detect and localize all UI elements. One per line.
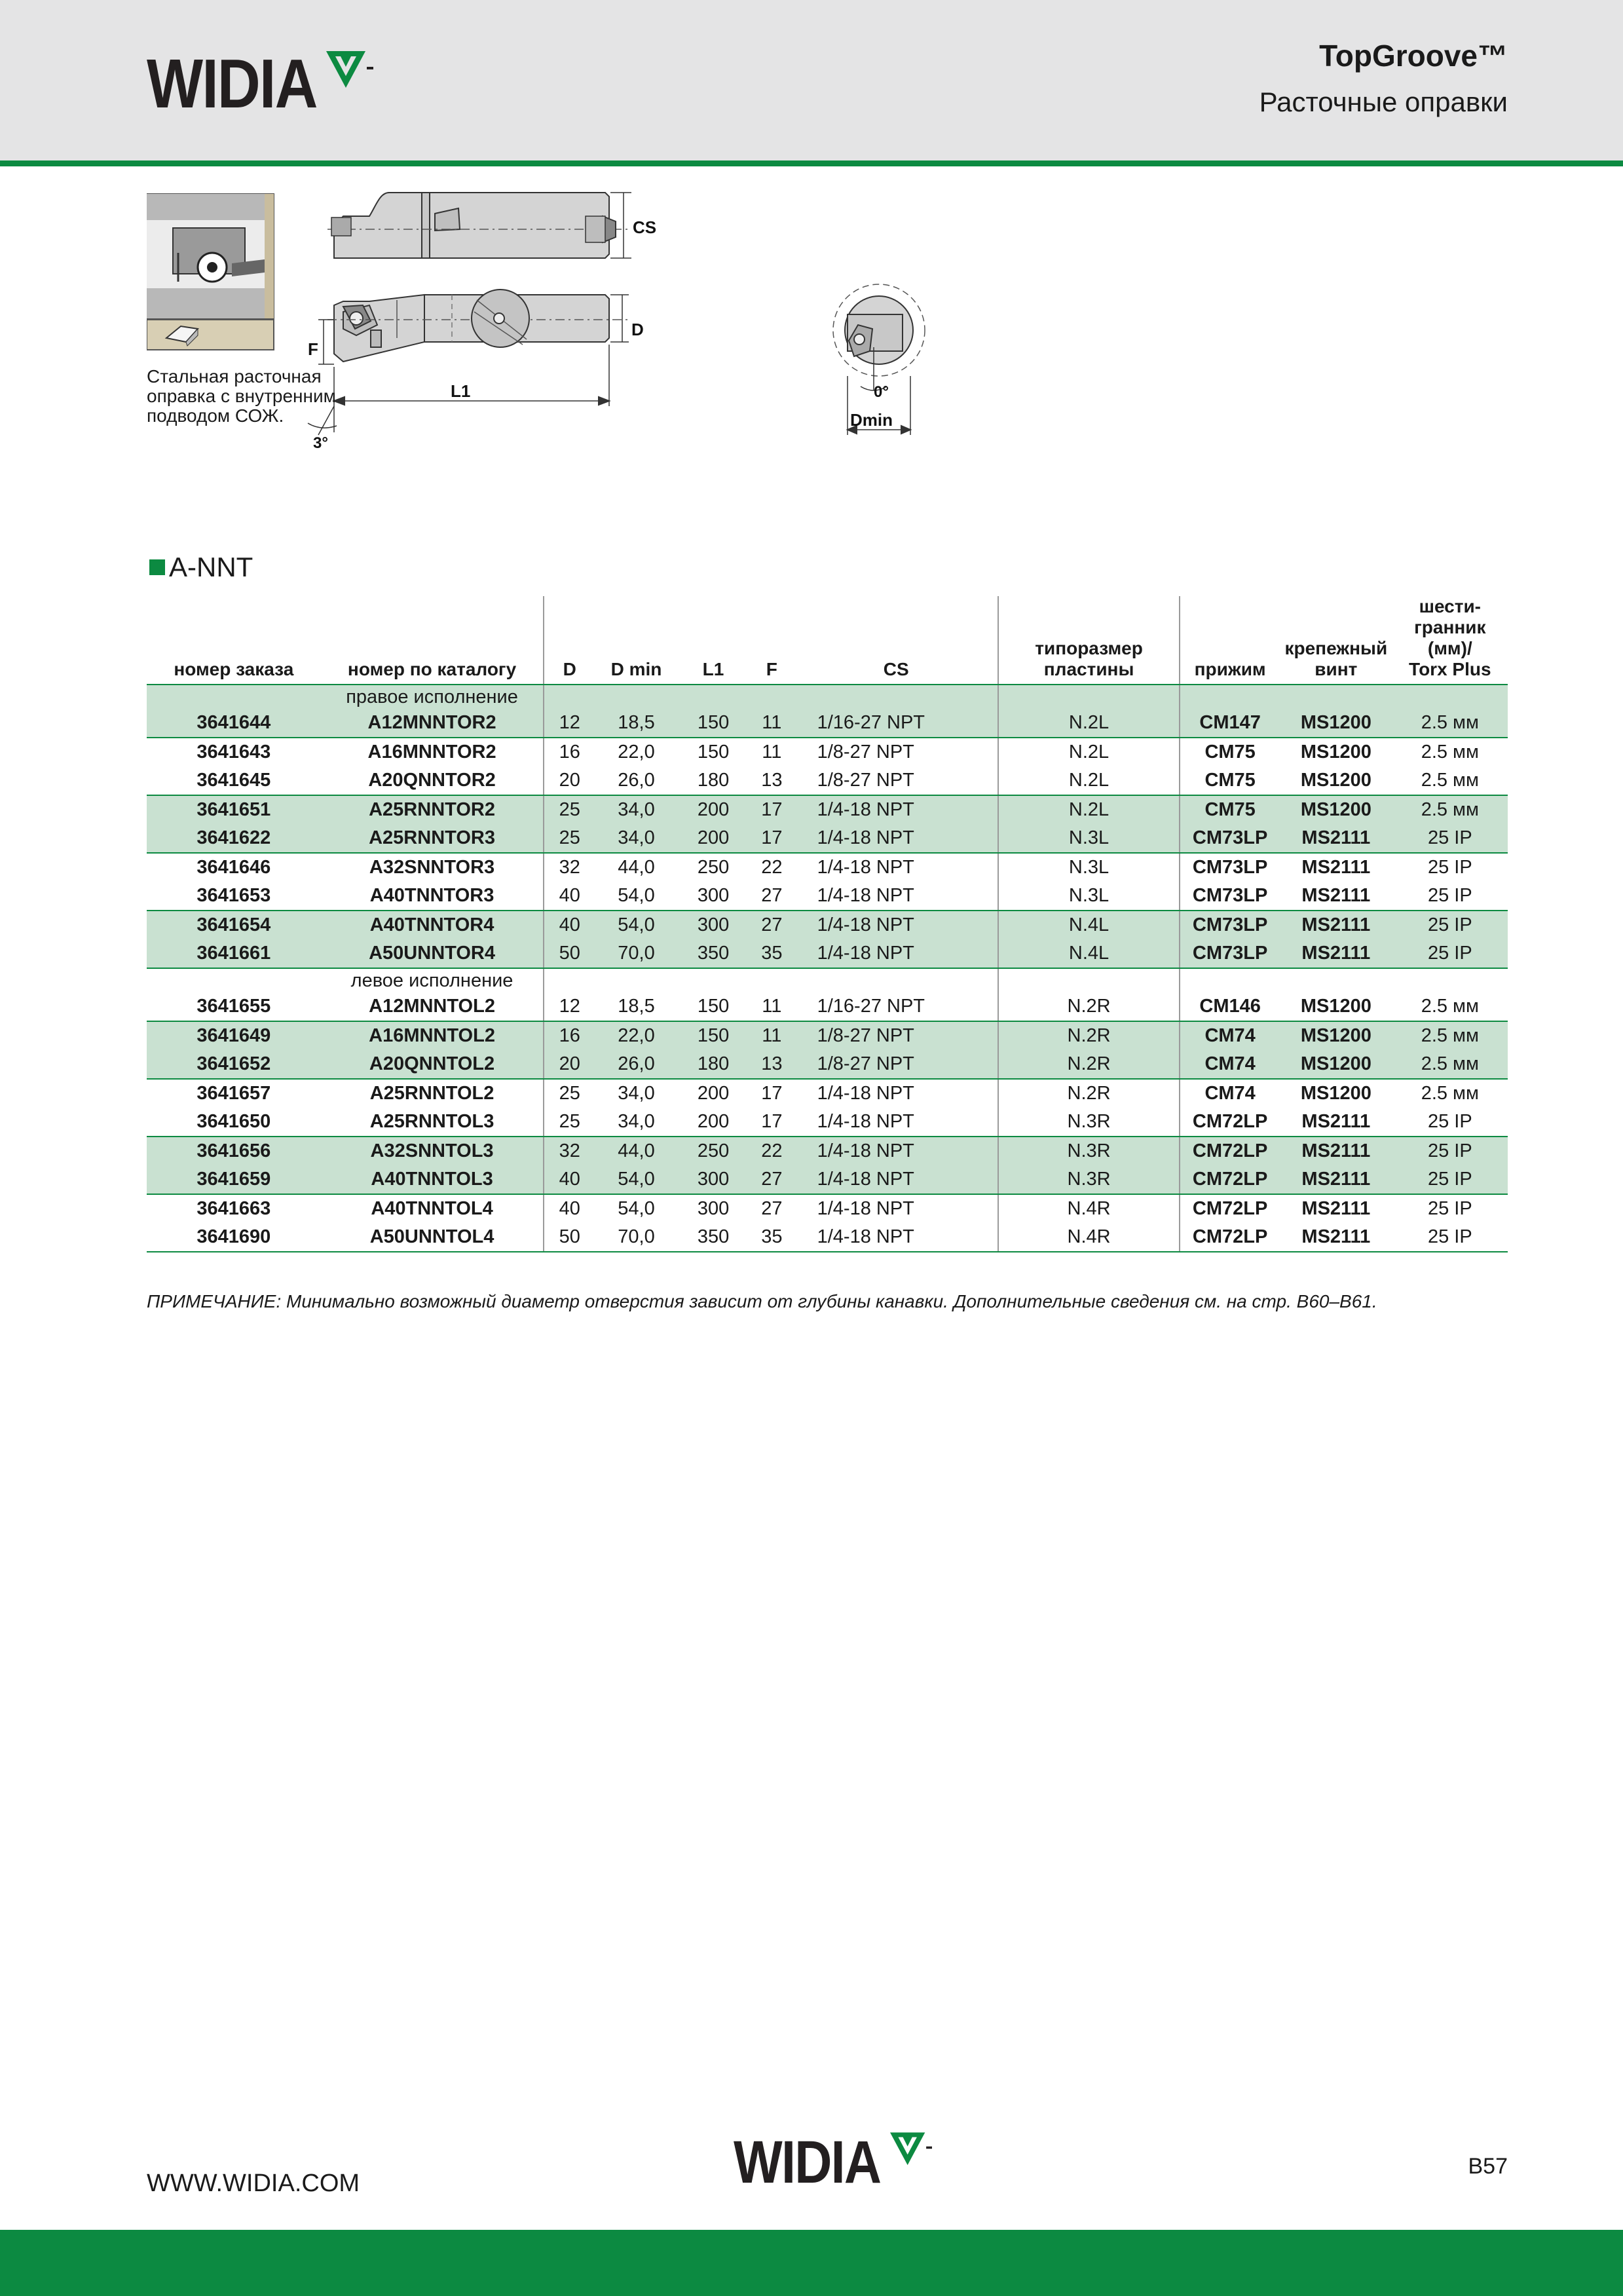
footer-logo-triangle-icon: [887, 2129, 935, 2171]
cell-screw: MS1200: [1280, 992, 1392, 1021]
cell-screw: MS1200: [1280, 1050, 1392, 1079]
cell-d: 32: [544, 1137, 595, 1165]
cell-f: 11: [749, 709, 795, 738]
angle-0-label: 0°: [874, 383, 889, 401]
cell-screw: MS1200: [1300, 742, 1371, 762]
group-label-empty-cell: [749, 685, 795, 709]
cell-clamp: CM74: [1180, 1050, 1280, 1079]
cell-screw: MS2111: [1301, 857, 1371, 878]
cell-f: 17: [749, 824, 795, 853]
cell-l1: 150: [678, 1021, 749, 1050]
footer-url[interactable]: WWW.WIDIA.COM: [147, 2170, 360, 2197]
cell-f: 17: [761, 1083, 783, 1104]
cell-screw: MS2111: [1280, 824, 1392, 853]
cell-key: 25 IP: [1392, 1108, 1508, 1137]
cell-d: 40: [544, 911, 595, 939]
table-row: [147, 853, 1508, 882]
cell-key: 25 IP: [1392, 1137, 1508, 1165]
cell-l1: 350: [678, 1223, 749, 1252]
table-row: [147, 882, 1508, 911]
group-label-empty-cell: [544, 685, 595, 709]
cell-f: 11: [749, 992, 795, 1021]
cell-key: 2.5 мм: [1392, 1021, 1508, 1050]
cell-d: 50: [544, 1223, 595, 1252]
group-label-empty-cell: [998, 968, 1180, 992]
cell-d: 25: [544, 1079, 595, 1108]
cell-clamp: CM72LP: [1180, 1223, 1280, 1252]
group-label-empty-cell: [1280, 968, 1392, 992]
cell-order: 3641652: [147, 1050, 321, 1079]
cell-cs: 1/8-27 NPT: [795, 766, 998, 795]
cell-d: 12: [544, 709, 595, 738]
cell-key: 25 IP: [1392, 882, 1508, 911]
cell-order: 3641646: [196, 857, 271, 878]
header-cs: CS: [795, 596, 998, 685]
cell-catalog: A32SNNTOL3: [321, 1137, 544, 1165]
cell-d: 20: [544, 1050, 595, 1079]
cell-dmin: 26,0: [595, 766, 678, 795]
cell-catalog: A25RNNTOR3: [321, 824, 544, 853]
cell-d: 40: [544, 882, 595, 911]
cell-screw: MS2111: [1301, 1198, 1371, 1219]
cell-clamp: CM74: [1180, 1079, 1280, 1108]
cell-l1: 150: [697, 742, 730, 762]
header-title: TopGroove™: [1319, 39, 1508, 73]
cell-clamp: CM74: [1180, 1021, 1280, 1050]
diagram-caption: Стальная расточная оправка с внутренним подводом СОЖ.: [147, 366, 336, 426]
dmin-dimension-label: Dmin: [850, 410, 893, 430]
group-label-empty-cell: [1180, 685, 1280, 709]
cell-f: 17: [749, 1108, 795, 1137]
cell-f: 13: [749, 766, 795, 795]
spec-table: [147, 596, 1508, 1252]
cell-l1: 300: [678, 882, 749, 911]
cell-l1: 300: [678, 1165, 749, 1194]
cell-screw: MS2111: [1280, 911, 1392, 939]
cell-cs: 1/4-18 NPT: [795, 1137, 998, 1165]
group-label: правое исполнение: [321, 685, 544, 709]
table-row: [147, 911, 1508, 939]
cell-dmin: 34,0: [618, 1083, 655, 1104]
cell-dmin: 18,5: [595, 992, 678, 1021]
cell-order: 3641690: [147, 1223, 321, 1252]
spec-table-body: [147, 685, 1508, 1252]
group-label-empty-cell: [1280, 685, 1392, 709]
cell-screw: MS1200: [1300, 1083, 1371, 1104]
cell-l1: 350: [678, 939, 749, 968]
cell-cs: 1/16-27 NPT: [795, 709, 998, 738]
cell-f: 27: [749, 911, 795, 939]
footer-bar: [0, 2230, 1623, 2296]
footer-logo-wordmark: WIDIA: [734, 2129, 881, 2196]
cell-l1: 200: [697, 1083, 730, 1104]
cell-order: 3641649: [147, 1021, 321, 1050]
cell-clamp: CM75: [1180, 766, 1280, 795]
cell-catalog: A16MNNTOR2: [367, 742, 496, 762]
cell-l1: 300: [678, 911, 749, 939]
cell-f: 11: [762, 742, 782, 762]
table-row: [147, 766, 1508, 795]
cell-d: 50: [544, 939, 595, 968]
table-row: [147, 795, 1508, 824]
cell-cs: 1/8-27 NPT: [795, 1021, 998, 1050]
cell-catalog: A12MNNTOL2: [321, 992, 544, 1021]
cell-l1: 150: [678, 709, 749, 738]
cell-order: 3641654: [147, 911, 321, 939]
cell-dmin: 54,0: [618, 1198, 655, 1219]
cell-key: 2.5 мм: [1421, 742, 1479, 762]
section-bullet-icon: [149, 559, 165, 575]
cell-screw: MS1200: [1280, 795, 1392, 824]
cell-insert: N.4R: [998, 1223, 1180, 1252]
cell-order: 3641653: [147, 882, 321, 911]
cell-order: 3641622: [147, 824, 321, 853]
cell-insert: N.3R: [998, 1137, 1180, 1165]
cell-key: 2.5 мм: [1392, 795, 1508, 824]
cell-insert: N.2L: [998, 709, 1180, 738]
cell-dmin: 54,0: [595, 1165, 678, 1194]
cell-key: 25 IP: [1427, 857, 1472, 878]
cell-clamp: CM73LP: [1180, 939, 1280, 968]
header-screw: крепежный винт: [1280, 596, 1392, 685]
cell-key: 2.5 мм: [1392, 1050, 1508, 1079]
cell-catalog: A40TNNTOL3: [321, 1165, 544, 1194]
cell-l1: 250: [678, 1137, 749, 1165]
cell-order: 3641657: [196, 1083, 271, 1104]
cell-insert: N.3L: [998, 824, 1180, 853]
cell-order: 3641644: [147, 709, 321, 738]
cell-insert: N.3L: [998, 882, 1180, 911]
cell-dmin: 54,0: [595, 911, 678, 939]
bore-section-illustration: [147, 194, 274, 350]
cell-clamp: CM75: [1180, 795, 1280, 824]
l1-dimension-label: L1: [451, 381, 471, 401]
table-row: [147, 1194, 1508, 1223]
cell-order: 3641656: [147, 1137, 321, 1165]
header-catalog-number: номер по каталогу: [321, 596, 544, 685]
header-f: F: [749, 596, 795, 685]
cell-dmin: 54,0: [595, 882, 678, 911]
cell-f: 22: [761, 857, 783, 878]
angle-3-label: 3°: [313, 434, 328, 452]
cell-catalog: A25RNNTOR2: [321, 795, 544, 824]
table-row: [147, 1021, 1508, 1050]
cell-key: 2.5 мм: [1392, 709, 1508, 738]
cell-screw: MS2111: [1280, 1223, 1392, 1252]
cell-cs: 1/8-27 NPT: [795, 1050, 998, 1079]
header-key: шести- гранник (мм)/ Torx Plus: [1392, 596, 1508, 685]
cell-d: 25: [544, 1108, 595, 1137]
cell-f: 35: [749, 939, 795, 968]
cell-insert: N.3L: [998, 853, 1180, 882]
group-label-empty-cell: [678, 685, 749, 709]
table-row: [147, 992, 1508, 1021]
cell-order: 3641650: [147, 1108, 321, 1137]
table-row: [147, 824, 1508, 853]
table-note: ПРИМЕЧАНИЕ: Минимально возможный диаметр отверстия зависит от глубины канавки. Дополнительные сведения см. на стр. B60–B61.: [147, 1291, 1377, 1311]
group-label-empty-cell: [147, 968, 321, 992]
header-rule: [0, 160, 1623, 166]
cell-insert: N.4L: [998, 939, 1180, 968]
group-label-empty-cell: [1180, 968, 1280, 992]
cell-clamp: CM73LP: [1180, 853, 1280, 882]
table-row: [147, 1137, 1508, 1165]
cell-l1: 250: [697, 857, 730, 878]
cell-screw: MS2111: [1280, 1137, 1392, 1165]
header-l1: L1: [678, 596, 749, 685]
cell-cs: 1/4-18 NPT: [817, 1198, 914, 1219]
cell-dmin: 44,0: [618, 857, 655, 878]
cell-catalog: A40TNNTOR3: [321, 882, 544, 911]
cell-clamp: CM73LP: [1180, 911, 1280, 939]
cell-d: 40: [544, 1194, 595, 1223]
cell-order: 3641651: [147, 795, 321, 824]
group-label-empty-cell: [678, 968, 749, 992]
cell-f: 27: [761, 1198, 783, 1219]
cell-catalog: A20QNNTOR2: [321, 766, 544, 795]
cell-clamp: CM72LP: [1180, 1165, 1280, 1194]
cell-key: 25 IP: [1392, 1165, 1508, 1194]
group-label-row: [147, 968, 1508, 992]
cell-insert: N.2R: [998, 992, 1180, 1021]
cell-insert: N.2L: [998, 766, 1180, 795]
group-label-row: [147, 685, 1508, 709]
cell-screw: MS1200: [1280, 1021, 1392, 1050]
cell-cs: 1/4-18 NPT: [795, 1108, 998, 1137]
header-order-number: номер заказа: [147, 596, 321, 685]
header-logo: [147, 45, 376, 122]
table-row: [147, 1079, 1508, 1108]
cs-dimension-label: CS: [633, 217, 657, 237]
cell-insert: N.2R: [998, 1079, 1180, 1108]
group-label-empty-cell: [147, 685, 321, 709]
cell-catalog: A25RNNTOL2: [369, 1083, 494, 1104]
cell-d: 20: [544, 766, 595, 795]
header-d: D: [544, 596, 595, 685]
cell-catalog: A16MNNTOL2: [321, 1021, 544, 1050]
cell-cs: 1/4-18 NPT: [795, 882, 998, 911]
table-row: [147, 1165, 1508, 1194]
cell-clamp: CM73LP: [1180, 882, 1280, 911]
cell-l1: 200: [678, 1108, 749, 1137]
cell-f: 35: [749, 1223, 795, 1252]
header-subtitle: Расточные оправки: [1259, 86, 1508, 117]
f-dimension-label: F: [308, 339, 318, 359]
group-label-empty-cell: [795, 685, 998, 709]
cell-insert: N.2R: [998, 1050, 1180, 1079]
cell-d: 32: [544, 853, 595, 882]
header-insert-size: типоразмер пластины: [998, 596, 1180, 685]
cell-d: 25: [544, 795, 595, 824]
cell-order: 3641659: [147, 1165, 321, 1194]
cell-clamp: CM72LP: [1180, 1137, 1280, 1165]
page-number: B57: [1468, 2154, 1508, 2179]
cell-cs: 1/4-18 NPT: [795, 1223, 998, 1252]
footer-logo: [734, 2129, 935, 2196]
cell-dmin: 44,0: [595, 1137, 678, 1165]
cell-f: 13: [749, 1050, 795, 1079]
cell-f: 17: [749, 795, 795, 824]
cell-dmin: 34,0: [595, 795, 678, 824]
group-label: левое исполнение: [350, 970, 513, 991]
table-row: [147, 1050, 1508, 1079]
cell-d: 25: [544, 824, 595, 853]
cell-f: 22: [749, 1137, 795, 1165]
cell-key: 2.5 мм: [1392, 766, 1508, 795]
logo-wordmark: WIDIA: [147, 45, 317, 122]
group-label-empty-cell: [998, 685, 1180, 709]
cell-key: 25 IP: [1392, 824, 1508, 853]
header-dmin: D min: [595, 596, 678, 685]
cell-clamp: CM75: [1180, 738, 1280, 766]
cell-dmin: 22,0: [595, 1021, 678, 1050]
cell-screw: MS2111: [1280, 1165, 1392, 1194]
cell-dmin: 26,0: [595, 1050, 678, 1079]
cell-key: 25 IP: [1427, 1198, 1472, 1219]
group-label-empty-cell: [595, 685, 678, 709]
group-label-empty-cell: [749, 968, 795, 992]
logo-triangle-icon: [324, 47, 376, 94]
cell-key: 25 IP: [1392, 911, 1508, 939]
bar-top-view: [327, 193, 631, 258]
cell-order: 3641655: [147, 992, 321, 1021]
group-label-empty-cell: [795, 968, 998, 992]
cell-screw: MS2111: [1280, 882, 1392, 911]
cell-cs: 1/4-18 NPT: [817, 857, 914, 878]
cell-order: 3641663: [196, 1198, 271, 1219]
cell-catalog: A50UNNTOR4: [321, 939, 544, 968]
cell-l1: 300: [697, 1198, 730, 1219]
cell-clamp: CM147: [1180, 709, 1280, 738]
table-row: [147, 939, 1508, 968]
cell-clamp: CM72LP: [1180, 1108, 1280, 1137]
cell-insert: N.3R: [998, 1108, 1180, 1137]
cell-catalog: A25RNNTOL3: [321, 1108, 544, 1137]
cell-screw: MS1200: [1280, 709, 1392, 738]
table-row: [147, 709, 1508, 738]
cell-catalog: A40TNNTOL4: [371, 1198, 493, 1219]
cell-screw: MS1200: [1280, 766, 1392, 795]
cell-screw: MS2111: [1280, 939, 1392, 968]
cell-order: 3641643: [196, 742, 271, 762]
group-label-empty-cell: [1392, 968, 1508, 992]
table-row: [147, 1108, 1508, 1137]
cell-clamp: CM146: [1180, 992, 1280, 1021]
table-row: [147, 1223, 1508, 1252]
cell-catalog: A50UNNTOL4: [321, 1223, 544, 1252]
cell-key: 2.5 мм: [1421, 1083, 1479, 1104]
cell-f: 27: [749, 1165, 795, 1194]
cell-insert: N.4L: [998, 911, 1180, 939]
cell-clamp: CM72LP: [1180, 1194, 1280, 1223]
cell-l1: 180: [678, 766, 749, 795]
cell-order: 3641645: [147, 766, 321, 795]
cell-cs: 1/4-18 NPT: [795, 939, 998, 968]
d-dimension-label: D: [631, 320, 644, 339]
cell-cs: 1/4-18 NPT: [795, 911, 998, 939]
cell-l1: 200: [678, 795, 749, 824]
cell-insert: N.2R: [998, 1021, 1180, 1050]
cell-cs: 1/16-27 NPT: [795, 992, 998, 1021]
cell-d: 12: [544, 992, 595, 1021]
cell-l1: 180: [678, 1050, 749, 1079]
cell-clamp: CM73LP: [1180, 824, 1280, 853]
cell-insert: N.4R: [998, 1194, 1180, 1223]
group-label-empty-cell: [544, 968, 595, 992]
cell-key: 2.5 мм: [1392, 992, 1508, 1021]
section-title-text: A-NNT: [169, 552, 253, 582]
cell-catalog: A32SNNTOR3: [369, 857, 495, 878]
cell-screw: MS2111: [1280, 1108, 1392, 1137]
cell-dmin: 18,5: [595, 709, 678, 738]
header-clamp: прижим: [1180, 596, 1280, 685]
cell-d: 16: [544, 1021, 595, 1050]
cell-cs: 1/4-18 NPT: [795, 824, 998, 853]
cell-l1: 200: [678, 824, 749, 853]
table-row: [147, 738, 1508, 766]
cell-dmin: 70,0: [595, 939, 678, 968]
cell-cs: 1/8-27 NPT: [817, 742, 914, 762]
cell-d: 40: [544, 1165, 595, 1194]
cell-cs: 1/4-18 NPT: [817, 1083, 914, 1104]
cell-catalog: A40TNNTOR4: [321, 911, 544, 939]
cell-insert: N.3R: [998, 1165, 1180, 1194]
cell-order: 3641661: [147, 939, 321, 968]
cell-dmin: 22,0: [618, 742, 655, 762]
cell-key: 25 IP: [1392, 939, 1508, 968]
cell-dmin: 34,0: [595, 1108, 678, 1137]
cell-f: 27: [749, 882, 795, 911]
group-label-empty-cell: [595, 968, 678, 992]
cell-dmin: 70,0: [595, 1223, 678, 1252]
cell-insert: N.2L: [998, 738, 1180, 766]
cell-catalog: A12MNNTOR2: [321, 709, 544, 738]
group-label-empty-cell: [1392, 685, 1508, 709]
cell-cs: 1/4-18 NPT: [795, 795, 998, 824]
cell-dmin: 34,0: [595, 824, 678, 853]
cell-cs: 1/4-18 NPT: [795, 1165, 998, 1194]
cell-insert: N.2L: [998, 795, 1180, 824]
cell-catalog: A20QNNTOL2: [321, 1050, 544, 1079]
cell-l1: 150: [678, 992, 749, 1021]
cell-f: 11: [749, 1021, 795, 1050]
cell-key: 25 IP: [1392, 1223, 1508, 1252]
cell-d: 16: [544, 738, 595, 766]
section-title: [149, 552, 253, 583]
